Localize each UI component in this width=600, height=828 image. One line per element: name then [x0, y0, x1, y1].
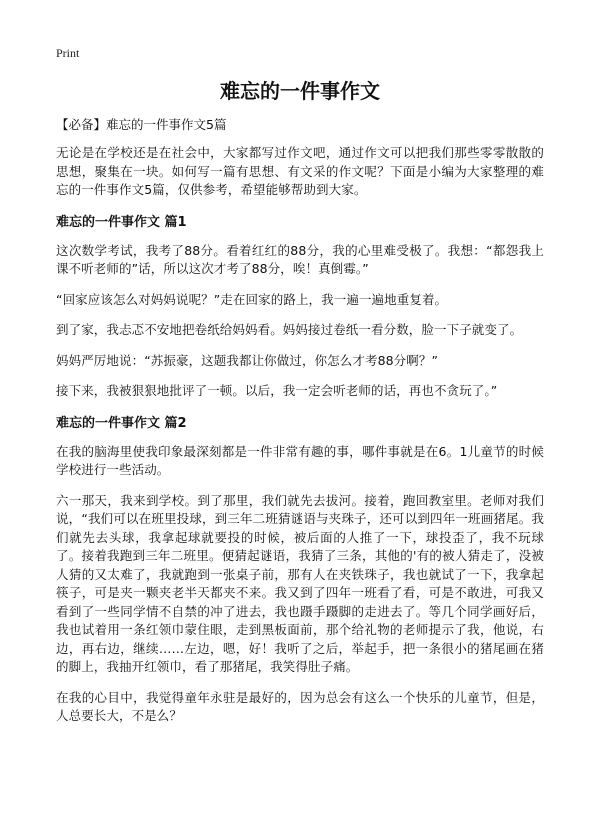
print-label[interactable]: Print: [56, 46, 80, 60]
paragraph: 接下来，我被狠狠地批评了一顿。以后，我一定会听老师的话，再也不贪玩了。”: [56, 383, 498, 398]
document-title: 难忘的一件事作文: [220, 79, 380, 103]
section-heading-2: 难忘的一件事作文 篇2: [56, 415, 187, 431]
paragraph: 到了家，我忐忑不安地把卷纸给妈妈看。妈妈接过卷纸一看分数，脸一下子就变了。: [56, 322, 523, 337]
paragraph: 在我的心目中，我觉得童年永驻是最好的，因为总会有这么一个快乐的儿童节，但是，人总要长大，不是么？: [56, 689, 544, 723]
paragraph: 在我的脑海里使我印象最深刻都是一件非常有趣的事，哪件事就是在6。1儿童节的时候学校进行一些活动。: [56, 443, 544, 477]
intro-paragraph: 无论是在学校还是在社会中，大家都写过作文吧，通过作文可以把我们那些零零散散的思想，聚集在一块。如何写一篇有思想、有文采的作文呢？下面是小编为大家整理的难忘的一件事作文5篇，仅供参考，希望能够帮助到大家。: [56, 145, 544, 197]
paragraph: 六一那天，我来到学校。到了那里，我们就先去拔河。接着，跑回教室里。老师对我们说，“我们可以在班里投球，到三年二班猜谜语与夹珠子，还可以到四年一班画猪尾。我们就先去头球，我拿起球就要投的时候，被后面的人推了一下，球投歪了，我不玩球了。接着我跑到三年二班里。便猜起谜语，我猜了三条，其他的'有的被人猜走了，没被人猜的又太难了，我就跑到一张桌子前，那有人在夹铁珠子，我也就试了一下，我拿起筷子，可是夹一颗夹老半天都夹不来。我又到了四年一班看了看，可是不敢进，可我又看到了一些同学情不自禁的冲了进去，我也蹑手蹑脚的走进去了。等几个同学画好后，我也试着用一条红领巾蒙住眼，走到黑板面前，那个给礼物的老师提示了我，他说，右边，再右边，继续……左边，嗯，好！我听了之后，举起手，把一条很小的猪尾画在猪的脚上，我抽开红领巾，看了那猪尾，我笑得肚子痛。: [56, 492, 544, 674]
document-subtitle: 【必备】难忘的一件事作文5篇: [56, 117, 227, 132]
paragraph: “回家应该怎么对妈妈说呢？”走在回家的路上，我一遍一遍地重复着。: [56, 291, 448, 307]
paragraph: 这次数学考试，我考了88分。看着红红的88分，我的心里难受极了。我想：“都怨我上课不听老师的”话，所以这次才考了88分，唉！真倒霉。”: [56, 242, 544, 276]
paragraph: 妈妈严厉地说：“苏振豪，这题我都让你做过，你怎么才考88分啊？”: [56, 352, 439, 368]
section-heading-1: 难忘的一件事作文 篇1: [56, 214, 187, 230]
